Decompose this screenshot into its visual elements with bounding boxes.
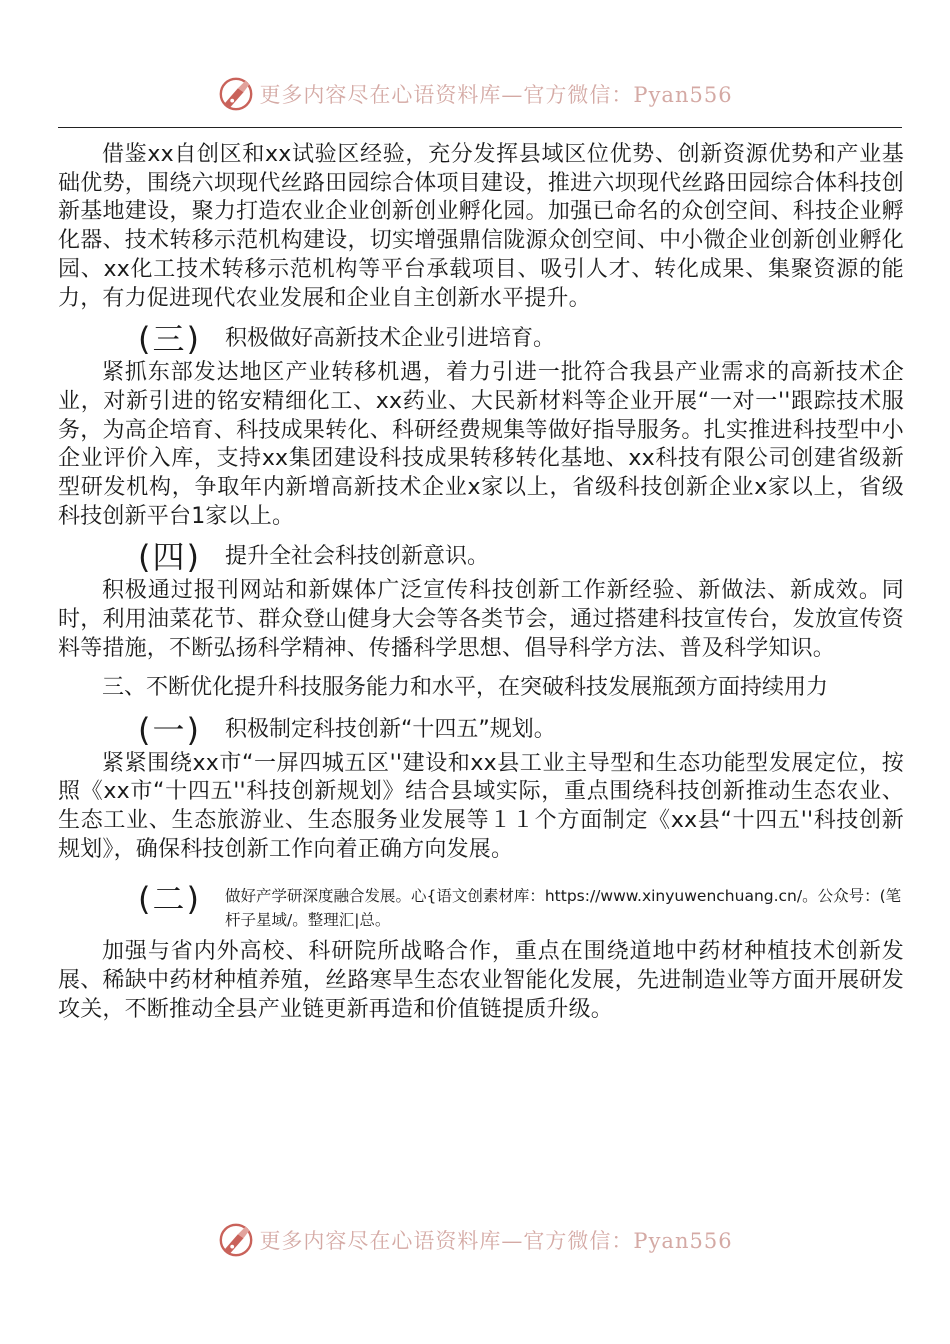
document-body: [58, 141, 904, 1024]
subheading-text: 做好产学研深度融合发展。心{语文创素材库：https://www.xinyuwenchuang.cn/。公众号：(笔杆子星域/。整理汇|总。: [224, 887, 902, 930]
watermark-text: 更多内容尽在心语资料库—官方微信：Pyan556: [259, 1229, 733, 1253]
section-title: 三、不断优化提升科技服务能力和水平，在突破科技发展瓶颈方面持续用力: [102, 674, 829, 700]
subheading-text: 提升全社会科技创新意识。: [224, 544, 489, 570]
subheading-1: [58, 710, 904, 750]
subheading-2: [58, 878, 904, 932]
watermark-footer: [0, 1218, 950, 1262]
subheading-number: (二): [138, 880, 201, 919]
subheading-text: 积极做好高新技术企业引进培育。: [224, 326, 555, 352]
paragraph: 借鉴xx自创区和xx试验区经验，充分发挥县域区位优势、创新资源优势和产业基础优势，围绕六坝现代丝路田园综合体项目建设，推进六坝现代丝路田园综合体科技创新基地建设，聚力打造农业企业创新创业孵化园。加强已命名的众创空间、科技企业孵化器、技术转移示范机构建设，切实增强鼎信陇源众创空间、中小微企业创新创业孵化园、xx化工技术转移示范机构等平台承载项目、吸引人才、转化成果、集聚资源的能力，有力促进现代农业发展和企业自主创新水平提升。: [58, 142, 904, 311]
fountain-pen-logo-icon: [217, 75, 255, 113]
subheading-number: (一): [138, 710, 201, 749]
subheading-4: [58, 537, 904, 577]
subheading-text: 积极制定科技创新“十四五”规划。: [224, 716, 556, 742]
subheading-3: [58, 319, 904, 359]
paragraph: 紧紧围绕xx市“一屏四城五区''建设和xx县工业主导型和生态功能型发展定位，按照《xx市“十四五''科技创新规划》结合县域实际，重点围绕科技创新推动生态农业、生态工业、生态旅游业、生态服务业发展等１１个方面制定《xx县“十四五''科技创新规划》，确保科技创新工作向着正确方向发展。: [58, 750, 904, 862]
paragraph: 加强与省内外高校、科研院所战略合作，重点在围绕道地中药材种植技术创新发展、稀缺中药材种植养殖，丝路寒旱生态农业智能化发展，先进制造业等方面开展研发攻关，不断推动全县产业链更新再造和价值链提质升级。: [58, 939, 904, 1022]
subheading-number: (三): [138, 320, 201, 359]
watermark-header: [0, 72, 950, 116]
paragraph: 积极通过报刊网站和新媒体广泛宣传科技创新工作新经验、新做法、新成效。同时，利用油菜花节、群众登山健身大会等各类节会，通过搭建科技宣传台，发放宣传资料等措施，不断弘扬科学精神、传播科学思想、倡导科学方法、普及科学知识。: [58, 578, 904, 661]
paragraph: 紧抓东部发达地区产业转移机遇，着力引进一批符合我县产业需求的高新技术企业，对新引进的铭安精细化工、xx药业、大民新材料等企业开展“一对一''跟踪技术服务，为高企培育、科技成果转化、科研经费规集等做好指导服务。扎实推进科技型中小企业评价入库，支持xx集团建设科技成果转移转化基地、xx科技有限公司创建省级新型研发机构，争取年内新增高新技术企业x家以上，省级科技创新企业x家以上，省级科技创新平台1家以上。: [58, 360, 904, 529]
header-rule: [58, 127, 902, 128]
fountain-pen-logo-icon: [217, 1221, 255, 1259]
watermark-text: 更多内容尽在心语资料库—官方微信：Pyan556: [259, 83, 733, 107]
subheading-number: (四): [138, 538, 201, 577]
